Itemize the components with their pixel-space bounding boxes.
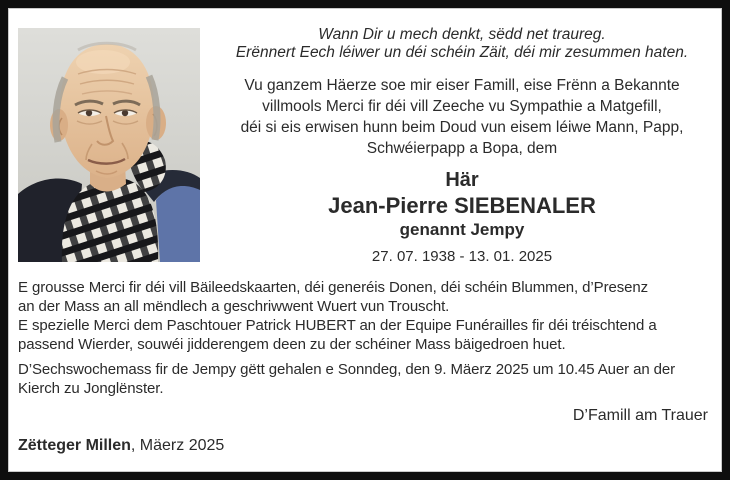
paragraph-memorial-mass [18, 360, 714, 398]
paragraph-line: D’Sechswochemass fir de Jempy gëtt gehalen e Sonndeg, den 9. Mäerz 2025 um 10.45 Auer an der [18, 361, 676, 378]
deceased-dates: 27. 07. 1938 - 13. 01. 2025 [371, 248, 553, 265]
deceased-nickname: genannt Jempy [399, 220, 525, 239]
obituary-card [8, 8, 722, 472]
thanks-line: déi si eis erwisen hunn beim Doud vun eisem léiwe Mann, Papp, [240, 119, 684, 136]
paragraph-line: E spezielle Merci dem Paschtouer Patrick HUBERT an der Equipe Funérailles fir déi tréischtend a [18, 317, 657, 334]
portrait-photo [18, 28, 200, 262]
paragraph-line: Kierch zu Jonglënster. [18, 380, 164, 397]
thanks-line: Vu ganzem Häerze soe mir eiser Famill, eise Frënn a Bekannte [244, 77, 680, 94]
epigraph-line: Erënnert Eech léiwer un déi schéin Zäit, déi mir zesummen haten. [235, 44, 689, 61]
epigraph [210, 26, 714, 62]
thanks-line: Schwéierpapp a Bopa, dem [366, 140, 558, 157]
footer-place: Zëtteger Millen [18, 437, 131, 454]
deceased-name: Jean-Pierre SIEBENALER [328, 193, 596, 218]
paragraph-thanks-cards [18, 278, 714, 316]
paragraph-line: an der Mass an all mëndlech a geschriwwent Wuert vun Trouscht. [18, 298, 450, 315]
epigraph-line: Wann Dir u mech denkt, sëdd net traureg. [318, 26, 606, 43]
paragraph-line: passend Wierder, souwéi jidderengem deen zu der schéiner Mass bäigedroen huet. [18, 336, 566, 353]
thanks-line: villmools Merci fir déi vill Zeeche vu Sympathie a Matgefill, [262, 98, 662, 115]
thanks-intro [210, 75, 714, 159]
footer-date: , Mäerz 2025 [130, 437, 225, 454]
deceased-block [210, 168, 714, 241]
closing-family: D’Famill am Trauer [572, 407, 708, 424]
footer-place-date [18, 437, 224, 455]
paragraph-line: E grousse Merci fir déi vill Bäileedskaarten, déi generéis Donen, déi schéin Blummen, d’Presenz [18, 279, 648, 296]
paragraph-thanks-priest [18, 316, 714, 354]
deceased-salutation: Här [445, 169, 479, 191]
portrait-illustration [18, 28, 200, 262]
header-column [210, 22, 714, 265]
